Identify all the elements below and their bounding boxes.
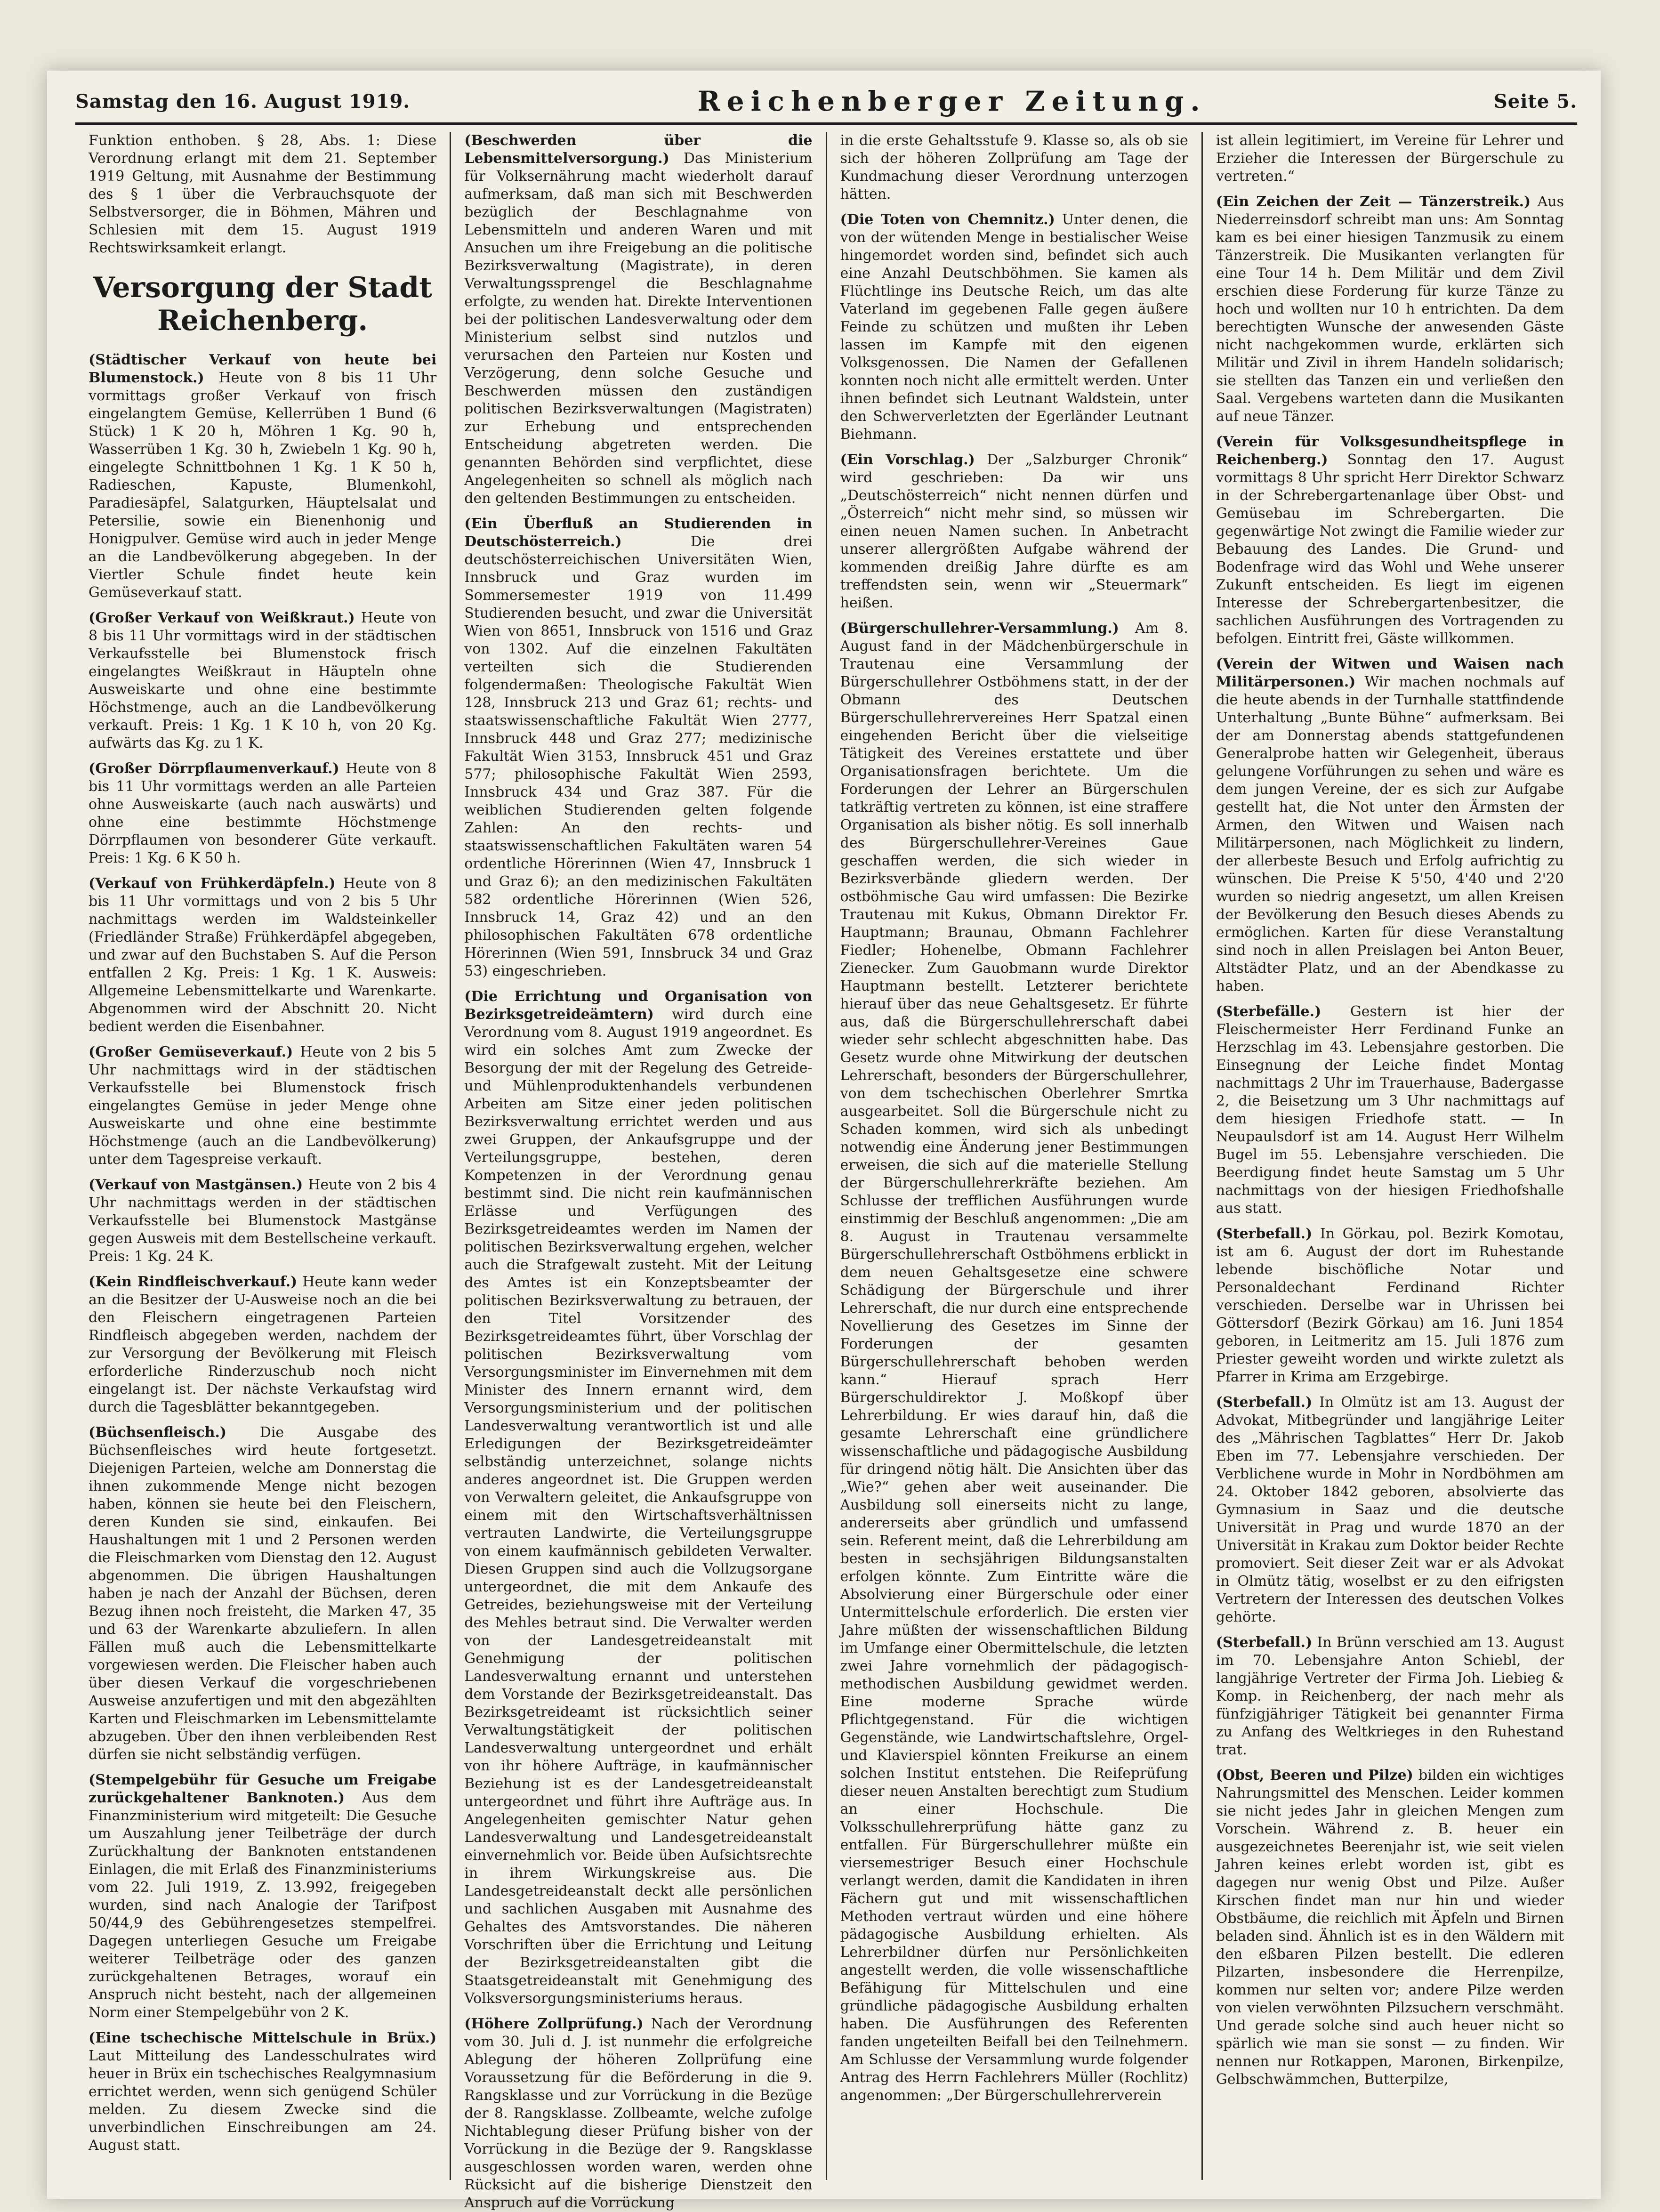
article [840, 132, 1188, 203]
article-lead: (Bürgerschullehrer-Versammlung.) [840, 620, 1119, 637]
article [840, 620, 1188, 2105]
article-body: Unter denen, die von der wütenden Menge in bestialischer Weise hingemordet worden sind, befindet sich auch eine Anzahl Deutschböhmen. Sie kamen als Flüchtlinge ins Deutsche Reich, um das alte Vaterland im gegebenen Falle gegen äußere Feinde zu schützen und mußten ihr Leben lassen im Kampfe mit den eigenen Volksgenossen. Die Namen der Gefallenen konnten noch nicht alle ermittelt werden. Unter ihnen befindet sich Leutnant Waldstein, unter den Schwerverletzten der Egerländer Leutnant Biehmann. [840, 211, 1188, 443]
article-paragraph [89, 1424, 436, 1764]
article [464, 515, 812, 980]
column-2 [451, 132, 827, 2211]
article-body: Am 8. August fand in der Mädchenbürgerschule in Trautenau eine Versammlung der Bürgerschullehrer Ostböhmens statt, in der der Obmann des Deutschen Bürgerschullehrervereines Herr Spatzal einen eingehenden Bericht über die vielseitige Tätigkeit des Vereines erstattete und über Organisationsfragen berichtete. Um die Forderungen der Lehrer an Bürgerschulen tatkräftig vertreten zu können, ist eine straffere Organisation als bisher nötig. Es soll innerhalb des Bürgerschullehrer-Vereines Gaue geschaffen werden, die sich wieder in Bezirksverbände gliedern werden. Der ostböhmische Gau wird umfassen: Die Bezirke Trautenau mit Kukus, Obmann Direktor Fr. Hauptmann; Braunau, Obmann Fachlehrer Fiedler; Hohenelbe, Obmann Fachlehrer Zienecker. Zum Gauobmann wurde Direktor Hauptmann bestellt. Letzterer berichtete hierauf über das neue Gehaltsgesetz. Er führte aus, daß die Bürgerschullehrerschaft dabei wieder sehr schlecht abgeschnitten habe. Das Gesetz wurde ohne Mitwirkung der deutschen Lehrerschaft, besonders der Bürgerschullehrer, von dem tschechischen Oberlehrer Smrtka ausgearbeitet. Soll die Bürgerschule nicht zu Schaden kommen, wird sich als unbedingt notwendig eine Änderung jener Bestimmungen erweisen, die sich auf die materielle Stellung der Bürgerschullehrerkräfte beziehen. Am Schlusse der trefflichen Ausführungen wurde einstimmig der Beschluß angenommen: „Die am 8. August in Trautenau versammelte Bürgerschullehrerschaft Ostböhmens erblickt in dem neuen Gehaltsgesetze eine schwere Schädigung der Bürgerschule und ihrer Lehrerschaft, die nur durch eine entsprechende Novellierung des Gesetzes im Sinne der Forderungen der gesamten Bürgerschullehrerschaft behoben werden kann.“ Hierauf sprach Herr Bürgerschuldirektor J. Moßkopf über Lehrerbildung. Er wies darauf hin, daß die gesamte Lehrerschaft eine gründlichere wissenschaftliche und pädagogische Ausbildung für dringend nötig hält. Die Ansichten über das „Wie?“ gehen aber weit auseinander. Die Ausbildung soll einerseits nicht zu lange, andererseits aber gründlich und umfassend sein. Referent meint, daß die Lehrerbildung am besten in sechsjährigen Bildungsanstalten erfolgen könnte. Zum Eintritte wäre die Absolvierung einer Bürgerschule oder einer Untermittelschule erforderlich. Die ersten vier Jahre müßten der wissenschaftlichen Bildung im Umfange einer Obermittelschule, die letzten zwei Jahre vornehmlich der pädagogisch-methodischen Ausbildung gewidmet werden. Eine moderne Sprache würde Pflichtgegenstand. Für die wichtigen Gegenstände, wie Landwirtschaftslehre, Orgel- und Klavierspiel könnten Freikurse an einem solchen Institut entstehen. Die Reifeprüfung dieser neuen Anstalten berechtigt zum Studium an einer Hochschule. Die Volksschullehrerprüfung hätte ganz zu entfallen. Für Bürgerschullehrer müßte ein viersemestriger Besuch einer Hochschule verlangt werden, damit die Kandidaten in ihren Fächern gut und mit wissenschaftlichen Methoden vertraut würden und eine höhere pädagogische Ausbildung erhielten. Als Lehrerbildner dürfen nur Persönlichkeiten angestellt werden, die volle wissenschaftliche Befähigung für Mittelschulen und eine gründliche pädagogische Ausbildung erhalten haben. Die Ausführungen des Referenten fanden ungeteilten Beifall bei den Teilnehmern. Am Schlusse der Versammlung wurde folgender Antrag des Herrn Fachlehrers Müller (Rochlitz) angenommen: „Der Bürgerschullehrerverein [840, 620, 1188, 2104]
article-paragraph [89, 1043, 436, 1169]
article-paragraph [89, 1176, 436, 1266]
article-body: In Görkau, pol. Bezirk Komotau, ist am 6. August der dort im Ruhestande lebende bischöfliche Notar und Personaldechant Ferdinand Richter verschieden. Derselbe war in Uhrissen bei Göttersdorf (Bezirk Görkau) am 16. Juni 1854 geboren, in Leitmeritz am 15. Juli 1876 zum Priester geweiht worden und wirkte zuletzt als Pfarrer in Krima am Erzgebirge. [1216, 1226, 1564, 1385]
newspaper-page [47, 71, 1601, 2211]
article [89, 351, 436, 602]
article [840, 211, 1188, 444]
article-body: wird durch eine Verordnung vom 8. August 1919 angeordnet. Es wird ein solches Amt zum Zwecke der Besorgung der mit der Regelung des Getreide- und Mühlenproduktenhandels verbundenen Arbeiten am Sitze einer jeden politischen Bezirksverwaltung errichtet werden und aus zwei Gruppen, der Ankaufsgruppe und der Verteilungsgruppe, bestehen, deren Kompetenzen in der Verordnung genau bestimmt sind. Die nicht rein kaufmännischen Erlässe und Verfügungen des Bezirksgetreideamtes werden im Namen der politischen Bezirksverwaltung ergehen, welcher auch die Strafgewalt zusteht. Mit der Leitung des Amtes ist ein Konzeptsbeamter der politischen Bezirksverwaltung zu betrauen, der den Titel Vorsitzender des Bezirksgetreideamtes führt, über Vorschlag der politischen Bezirksverwaltung vom Versorgungsminister im Einvernehmen mit dem Minister des Innern ernannt wird, dem Versorgungsministerium und der politischen Landesverwaltung verantwortlich ist und alle Erledigungen der Bezirksgetreideämter selbständig unterzeichnet, solange nichts anderes angeordnet ist. Die Gruppen werden von Verwaltern geleitet, die Ankaufsgruppe von einem mit den Wirtschaftsverhältnissen vertrauten Landwirte, die Verteilungsgruppe von einem kaufmännisch gebildeten Verwalter. Diesen Gruppen sind auch die Vollzugsorgane untergeordnet, die mit dem Ankaufe des Getreides, beziehungsweise mit der Verteilung des Mehles betraut sind. Die Verwalter werden von der Landesgetreideanstalt mit Genehmigung der politischen Landesverwaltung ernannt und unterstehen dem Vorstande der Bezirksgetreideanstalt. Das Bezirksgetreideamt ist rücksichtlich seiner Verwaltungstätigkeit der politischen Landesverwaltung untergeordnet und erhält von ihr höhere Aufträge, in kaufmännischer Beziehung ist es der Landesgetreideanstalt untergeordnet und führt ihre Aufträge aus. In Angelegenheiten gemischter Natur gehen Landesverwaltung und Landesgetreideanstalt einvernehmlich vor. Beide üben Aufsichtsrechte in ihrem Wirkungskreise aus. Die Landesgetreideanstalt deckt alle persönlichen und sachlichen Ausgaben mit Ausnahme des Gehaltes des Amtsvorstandes. Die näheren Vorschriften über die Errichtung und Leitung der Bezirksgetreideanstalten gibt die Staatsgetreideanstalt mit Genehmigung des Volksversorgungsministeriums heraus. [464, 1006, 813, 2007]
article-lead: (Die Errichtung und Organisation von Bezirksgetreideämtern) [464, 988, 813, 1023]
article-paragraph [89, 2029, 436, 2155]
article-lead: (Ein Überfluß an Studierenden in Deutschösterreich.) [464, 516, 813, 550]
article-paragraph [89, 760, 436, 867]
column-3 [827, 132, 1203, 2180]
article-body: Der „Salzburger Chronik“ wird geschrieben: Da wir uns „Deutschösterreich“ nicht nennen dürfen und „Österreich“ nicht mehr sind, so müssen wir einen neuen Namen suchen. In Anbetracht unserer allergrößten Aufgabe während der kommenden dreißig Jahre dürfte es am treffendsten sein, wenn wir „Steuermark“ heißen. [840, 452, 1188, 611]
article [1216, 1767, 1564, 2089]
article [89, 1771, 436, 2022]
article-paragraph [1216, 433, 1564, 648]
article-paragraph [464, 132, 812, 508]
article-body: Sonntag den 17. August vormittags 8 Uhr spricht Herr Direktor Schwarz in der Schrebergartenanlage über Obst- und Gemüsebau im Schrebergarten. Die gegenwärtige Not zwingt die Familie wieder zur Bebauung des Landes. Die Grund- und Bodenfrage wird das Wohl und Wehe unserer Zukunft entscheiden. Es liegt im eigenen Interesse der Schrebergartenbesitzer, die sachlichen Ausführungen des Vortragenden zu befolgen. Eintritt frei, Gäste willkommen. [1216, 452, 1564, 647]
article-body: Das Ministerium für Volksernährung macht wiederholt darauf aufmerksam, daß man sich mit Beschwerden bezüglich der Beschlagnahme von Lebensmitteln und anderen Waren und mit Ansuchen um ihre Freigebung an die politische Bezirksverwaltung (Magistrate), in deren Verwaltungssprengel die Beschlagnahme erfolgte, zu wenden hat. Direkte Interventionen bei der politischen Landesverwaltung oder dem Ministerium selbst sind nutzlos und verursachen den Parteien nur Kosten und Verzögerung, denn solche Gesuche und Beschwerden müssen den zuständigen politischen Bezirksverwaltungen (Magistraten) zur Erhebung und entsprechenden Entscheidung abgetreten werden. Die genannten Behörden sind verpflichtet, diese Angelegenheiten so schnell als möglich nach den geltenden Bestimmungen zu entscheiden. [464, 150, 813, 507]
article-lead: (Büchsenfleisch.) [89, 1424, 227, 1441]
article-paragraph [1216, 1003, 1564, 1218]
article-paragraph [1216, 1634, 1564, 1759]
article [89, 1424, 436, 1764]
article-lead: (Kein Rindfleischverkauf.) [89, 1274, 298, 1290]
article [1216, 655, 1564, 995]
article-body: Funktion enthoben. § 28, Abs. 1: Diese Verordnung erlangt mit dem 21. September 1919 Geltung, mit Ausnahme der Bestimmung des § 1 über die Verbrauchsquote der Selbstversorger, die in Böhmen, Mähren und Schlesien mit dem 15. August 1919 Rechtswirksamkeit erlangt. [89, 132, 437, 256]
issue-date: Samstag den 16. August 1919. [75, 90, 411, 113]
article [89, 609, 436, 752]
article-lead: (Verein für Volksgesundheitspflege in Reichenberg.) [1216, 434, 1564, 468]
article-lead: (Die Toten von Chemnitz.) [840, 211, 1055, 228]
article-body: Aus dem Finanzministerium wird mitgeteilt: Die Gesuche um Auszahlung jener Teilbeträge der durch Zurückhaltung der Banknoten entstandenen Einlagen, die mit Erlaß des Finanzministeriums vom 22. Juli 1919, Z. 13.992, freigegeben wurden, sind nach Analogie der Tarifpost 50/44,9 des Gebührengesetzes stempelfrei. Dagegen unterliegen Gesuche um Freigabe weiterer Teilbeträge oder des ganzen zurückgehaltenen Betrages, worauf ein Anspruch nicht besteht, nach der allgemeinen Norm einer Stempelgebühr von 2 K. [89, 1790, 437, 2021]
article-lead: (Verkauf von Mastgänsen.) [89, 1177, 303, 1193]
article-body: Nach der Verordnung vom 30. Juli d. J. ist nunmehr die erfolgreiche Ablegung der höheren Zollprüfung eine Voraussetzung für die Beförderung in die 9. Rangsklasse und zur Vorrückung in die Bezüge der 8. Rangsklasse. Zollbeamte, welche zufolge Nichtablegung dieser Prüfung bisher von der Vorrückung in die Bezüge der 9. Rangsklasse ausgeschlossen worden waren, werden ohne Rücksicht auf die bisherige Dienstzeit den Anspruch auf die Vorrückung [464, 2016, 813, 2211]
article-body: Heute von 8 bis 11 Uhr vormittags großer Verkauf von frisch eingelangtem Gemüse, Kellerrüben 1 Bund (6 Stück) 1 K 20 h, Möhren 1 Kg. 90 h, Wasserrüben 1 Kg. 30 h, Zwiebeln 1 Kg. 90 h, eingelegte Schnittbohnen 1 Kg. 1 K 50 h, Radieschen, Kapuste, Blumenkohl, Paradiesäpfel, Salatgurken, Häuptelsalat und Petersilie, sowie ein Bienenhonig und Honigpulver. Gemüse wird auch in jeder Menge an die Landbevölkerung abgegeben. In der Viertler Schule findet heute kein Gemüseverkauf statt. [89, 370, 437, 601]
article-body: Heute von 8 bis 11 Uhr vormittags werden an alle Parteien ohne Ausweiskarte (auch nach auswärts) und ohne eine bestimmte Höchstmenge Dörrpflaumen von besonderer Güte verkauft. Preis: 1 Kg. 6 K 50 h. [89, 760, 437, 866]
article-paragraph [89, 1771, 436, 2022]
article-lead: (Beschwerden über die Lebensmittelversorgung.) [464, 132, 813, 167]
article-paragraph [89, 875, 436, 1036]
article [1216, 1225, 1564, 1386]
article [89, 875, 436, 1036]
article [89, 132, 436, 257]
article-lead: (Verkauf von Frühkerdäpfeln.) [89, 875, 336, 892]
article-paragraph [1216, 1394, 1564, 1626]
article-paragraph [89, 351, 436, 602]
article-paragraph [464, 988, 812, 2008]
article-body: in die erste Gehaltsstufe 9. Klasse so, als ob sie sich der höheren Zollprüfung am Tage der Kundmachung dieser Verordnung unterzogen hätten. [840, 132, 1188, 202]
article-paragraph [840, 211, 1188, 444]
article-body: Aus Niederreinsdorf schreibt man uns: Am Sonntag kam es bei einer hiesigen Tanzmusik zu einem Tänzerstreik. Die Musikanten verlangten für eine Tour 14 h. Dem Militär und dem Zivil erschien diese Forderung für kurze Tänze zu hoch und wollten nur 10 h entrichten. Da dem berechtigten Wunsche der anwesenden Gäste nicht nachgekommen wurde, erklärten sich Militär und Zivil in ihrem Handeln solidarisch; sie stellten das Tanzen ein und verließen den Saal. Vergebens warteten dann die Musikanten auf neue Tänzer. [1216, 194, 1564, 425]
text-columns [75, 132, 1577, 2211]
article-body: Heute von 8 bis 11 Uhr vormittags und von 2 bis 5 Uhr nachmittags werden im Waldsteinkeller (Friedländer Straße) Frühkerdäpfel abgegeben, und zwar auf den Buchstaben S. Auf die Person entfallen 2 Kg. Preis: 1 Kg. 1 K. Ausweis: Allgemeine Lebensmittelkarte und Warenkarte. Abgenommen wird der Abschnitt 20. Nicht bedient werden die Eisenbahner. [89, 875, 437, 1035]
article-lead: (Ein Vorschlag.) [840, 452, 975, 468]
article [464, 988, 812, 2008]
article-paragraph [89, 609, 436, 752]
article-paragraph [840, 451, 1188, 612]
article-lead: (Sterbefall.) [1216, 1226, 1313, 1242]
article-body: In Brünn verschied am 13. August im 70. Lebensjahre Anton Schiebl, der langjährige Vertreter der Firma Joh. Liebieg & Komp. in Reichenberg, der nach mehr als fünfzigjähriger Tätigkeit bei genannter Firma zu Anfang des Weltkrieges in den Ruhestand trat. [1216, 1634, 1564, 1758]
column-1 [75, 132, 451, 2180]
article [464, 132, 812, 508]
article-paragraph [89, 1273, 436, 1416]
article-paragraph [1216, 193, 1564, 426]
article [1216, 193, 1564, 426]
newspaper-title: Reichenberger Zeitung. [697, 85, 1207, 117]
article [89, 1273, 436, 1416]
article-paragraph [464, 2015, 812, 2212]
article-paragraph [840, 620, 1188, 2105]
article-body: Heute von 8 bis 11 Uhr vormittags wird in der städtischen Verkaufsstelle bei Blumenstock frisch eingelangtes Weißkraut in Häupteln ohne Ausweiskarte und ohne eine bestimmte Höchstmenge, auch an die Landbevölkerung verkauft. Preis: 1 Kg. 1 K 10 h, von 20 Kg. aufwärts das Kg. zu 1 K. [89, 610, 437, 751]
article-lead: (Obst, Beeren und Pilze) [1216, 1767, 1413, 1784]
article-lead: (Eine tschechische Mittelschule in Brüx.) [89, 2030, 437, 2046]
page-header [75, 80, 1577, 125]
article-body: Die Ausgabe des Büchsenfleisches wird heute fortgesetzt. Diejenigen Parteien, welche am Donnerstag die ihnen zukommende Menge nicht bezogen haben, können sie heute bei den Fleischern, deren Kunden sie sind, einkaufen. Bei Haushaltungen mit 1 und 2 Personen werden die Fleischmarken vom Dienstag den 12. August abgenommen. Die übrigen Haushaltungen haben je nach der Anzahl der Büchsen, deren Bezug ihnen noch freisteht, die Marken 47, 35 und 63 der Warenkarte abzuliefern. In allen Fällen muß auch die Lebensmittelkarte vorgewiesen werden. Die Fleischer haben auch über diesen Verkauf die vorgeschriebenen Ausweise anzufertigen und mit den abgezählten Karten und Fleischmarken im Lebensmittelamte abzugeben. Über den ihnen verbleibenden Rest dürfen sie nicht selbständig verfügen. [89, 1424, 437, 1763]
article-lead: (Sterbefall.) [1216, 1394, 1313, 1411]
article-paragraph [464, 515, 812, 980]
article-body: Gestern ist hier der Fleischermeister Herr Ferdinand Funke an Herzschlag im 43. Lebensjahre gestorben. Die Einsegnung der Leiche findet Montag nachmittags 2 Uhr im Trauerhause, Badergasse 2, die Beisetzung um 3 Uhr nachmittags auf dem hiesigen Friedhofe statt. — In Neupaulsdorf ist am 14. August Herr Wilhelm Bugel im 55. Lebensjahre verschieden. Die Beerdigung findet heute Samstag um 5 Uhr nachmittags von der hiesigen Friedhofshalle aus statt. [1216, 1003, 1564, 1217]
article-lead: (Großer Dörrpflaumenverkauf.) [89, 760, 339, 777]
article-paragraph [1216, 132, 1564, 186]
article-body: Wir machen nochmals auf die heute abends in der Turnhalle stattfindende Unterhaltung „Bunte Bühne“ aufmerksam. Bei der am Donnerstag abends stattgefundenen Generalprobe hatten wir Gelegenheit, überaus gelungene Vorführungen zu sehen und wäre es dem jungen Vereine, der es sich zur Aufgabe gestellt hat, die Not unter den Ärmsten der Armen, den Witwen und Waisen nach Militärpersonen, nach Möglichkeit zu lindern, der allerbeste Besuch und Erfolg aufrichtig zu wünschen. Die Preise K 5'50, 4'40 und 2'20 wurden so niedrig angesetzt, um allen Kreisen der Bevölkerung den Besuch dieses Abends zu ermöglichen. Karten für diese Veranstaltung sind noch in allen Preislagen bei Anton Beuer, Altstädter Platz, und an der Abendkasse zu haben. [1216, 674, 1564, 994]
article-body: bilden ein wichtiges Nahrungsmittel des Menschen. Leider kommen sie nicht jedes Jahr in gleichen Mengen zum Vorschein. Während z. B. heuer ein ausgezeichnetes Beerenjahr ist, wie seit vielen Jahren keines erlebt worden ist, gibt es dagegen nur wenig Obst und Pilze. Außer Kirschen findet man nur hin und wieder Obstbäume, die reichlich mit Äpfeln und Birnen beladen sind. Ähnlich ist es in den Wäldern mit den eßbaren Pilzen bestellt. Die edleren Pilzarten, insbesondere die Herrenpilze, kommen nur selten vor; andere Pilze werden von vielen verwöhnten Pilzsuchern verschmäht. Und gerade solche sind auch heuer nicht so spärlich wie man sie sonst — zu finden. Wir nennen nur Rotkappen, Maronen, Birkenpilze, Gelbschwämmchen, Butterpilze, [1216, 1767, 1564, 2088]
article-lead: (Großer Gemüseverkauf.) [89, 1044, 293, 1060]
article-lead: (Sterbefälle.) [1216, 1003, 1322, 1020]
article [1216, 1634, 1564, 1759]
article-body: Heute von 2 bis 5 Uhr nachmittags wird in der städtischen Verkaufsstelle bei Blumenstock frisch eingelangtes Gemüse in jeder Menge ohne Ausweiskarte und ohne eine bestimmte Höchstmenge (auch an die Landbevölkerung) unter dem Tagespreise verkauft. [89, 1044, 437, 1168]
article-lead: (Städtischer Verkauf von heute bei Blumenstock.) [89, 352, 437, 386]
article [89, 1176, 436, 1266]
article-body: Heute von 2 bis 4 Uhr nachmittags werden in der städtischen Verkaufsstelle bei Blumenstock Mastgänse gegen Ausweis mit dem Bestellscheine verkauft. Preis: 1 Kg. 24 K. [89, 1177, 437, 1265]
article [840, 451, 1188, 612]
article [1216, 1394, 1564, 1626]
article [89, 2029, 436, 2155]
article-paragraph [1216, 1767, 1564, 2089]
article [89, 1043, 436, 1169]
article [464, 2015, 812, 2212]
section-heading: Versorgung der Stadt Reichenberg. [93, 271, 432, 337]
article [1216, 433, 1564, 648]
article-lead: (Sterbefall.) [1216, 1634, 1313, 1651]
article-body: In Olmütz ist am 13. August der Advokat, Mitbegründer und langjährige Leiter des „Mährischen Tagblattes“ Herr Dr. Jakob Eben im 77. Lebensjahre verschieden. Der Verblichene wurde in Mohr in Nordböhmen am 24. Oktober 1842 geboren, absolvierte das Gymnasium in Saaz und die deutsche Universität in Prag und wurde 1870 an der Universität in Krakau zum Doktor beider Rechte promoviert. Seit dieser Zeit war er als Advokat in Olmütz tätig, woselbst er zu den eifrigsten Vertretern der Interessen des deutschen Volkes gehörte. [1216, 1394, 1564, 1625]
article-paragraph [1216, 1225, 1564, 1386]
article-lead: (Höhere Zollprüfung.) [464, 2016, 644, 2032]
article-body: Die drei deutschösterreichischen Universitäten Wien, Innsbruck und Graz wurden im Sommersemester 1919 von 11.499 Studierenden besucht, und zwar die Universität Wien von 8651, Innsbruck von 1516 und Graz von 1302. Auf die einzelnen Fakultäten verteilten sich die Studierenden folgendermaßen: Theologische Fakultät Wien 128, Innsbruck 213 und Graz 61; rechts- und staatswissenschaftliche Fakultät Wien 2777, Innsbruck 448 und Graz 277; medizinische Fakultät Wien 3153, Innsbruck 451 und Graz 577; philosophische Fakultät Wien 2593, Innsbruck 434 und Graz 387. Für die weiblichen Studierenden gelten folgende Zahlen: An den rechts- und staatswissenschaftlichen Fakultäten waren 54 ordentliche Hörerinnen (Wien 47, Innsbruck 1 und Graz 6); an den medizinischen Fakultäten 582 ordentliche Hörerinnen (Wien 526, Innsbruck 14, Graz 42) und an den philosophischen Fakultäten 678 ordentliche Hörerinnen (Wien 591, Innsbruck 34 und Graz 53) eingeschrieben. [464, 533, 813, 979]
page-number: Seite 5. [1493, 90, 1577, 113]
column-4 [1203, 132, 1577, 2180]
article [89, 760, 436, 867]
article-lead: (Ein Zeichen der Zeit — Tänzerstreik.) [1216, 194, 1531, 210]
article [1216, 132, 1564, 186]
article-body: Laut Mitteilung des Landesschulrates wird heuer in Brüx ein tschechisches Realgymnasium errichtet werden, wenn sich genügend Schüler melden. Zu diesem Zwecke sind die unverbindlichen Einschreibungen am 24. August statt. [89, 2048, 437, 2154]
article [1216, 1003, 1564, 1218]
article-lead: (Verein der Witwen und Waisen nach Militärpersonen.) [1216, 656, 1564, 690]
article-paragraph [840, 132, 1188, 203]
article-lead: (Großer Verkauf von Weißkraut.) [89, 610, 355, 626]
article-body: ist allein legitimiert, im Vereine für Lehrer und Erzieher die Interessen der Bürgerschule zu vertreten.“ [1216, 132, 1564, 185]
article-lead: (Stempelgebühr für Gesuche um Freigabe zurückgehaltener Banknoten.) [89, 1772, 437, 1806]
article-body: Heute kann weder an die Besitzer der U-Ausweise noch an die bei den Fleischern eingetragenen Parteien Rindfleisch abgegeben werden, nachdem der zur Versorgung der Bevölkerung mit Fleisch erforderliche Rinderzuschub noch nicht eingelangt ist. Der nächste Verkaufstag wird durch die Tagesblätter bekanntgegeben. [89, 1274, 437, 1415]
article-paragraph [1216, 655, 1564, 995]
article-paragraph [89, 132, 436, 257]
